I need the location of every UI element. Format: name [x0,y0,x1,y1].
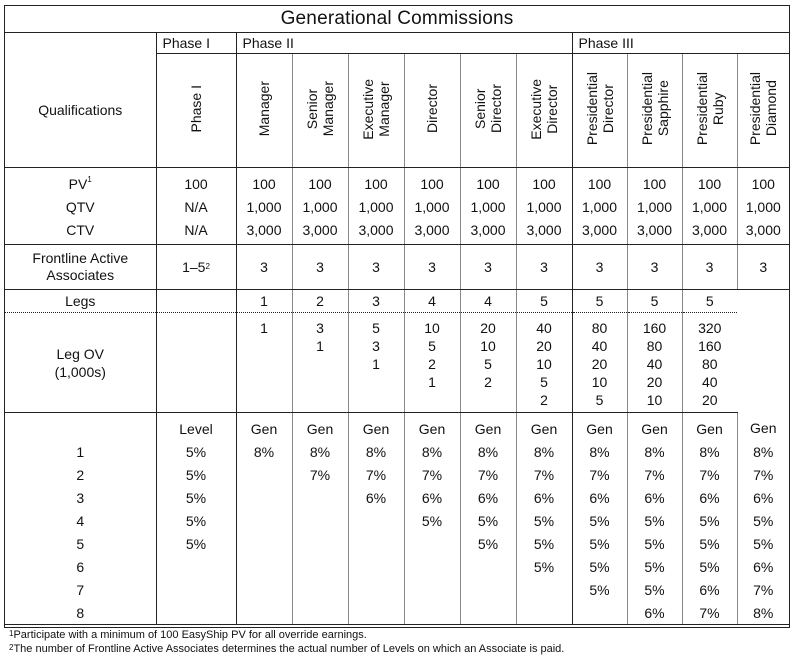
commission-percent: 7% [737,578,789,601]
commission-header: Gen [292,413,348,441]
commission-percent [404,532,460,555]
commission-percent [292,509,348,532]
rank-header-label: Senior Director [472,84,504,134]
commission-table-frame [4,5,790,655]
leg-ov-stack: 80 40 20 10 5 [591,320,608,408]
frontline-value: 3 [682,245,737,290]
metric-value: 1,000 [348,195,404,218]
metric-value: 3,000 [460,218,516,245]
leg-ov-stack: 160 80 40 20 10 [642,320,667,408]
title-row [5,6,789,33]
commission-percent [292,601,348,625]
commission-percent [404,555,460,578]
commission-percent: 5% [627,578,682,601]
frontline-value: 3 [292,245,348,290]
frontline-value: 3 [404,245,460,290]
metric-value: 100 [292,168,348,196]
footnote-1 [9,628,785,642]
commission-percent: 6% [460,486,516,509]
commission-percent [292,532,348,555]
legs-value: 5 [627,290,682,313]
metric-value: 3,000 [737,218,789,245]
metric-label [5,168,156,196]
commission-level-blank [5,413,156,441]
footnote-number: 2 [9,643,14,652]
commission-percent [236,463,292,486]
commission-percent: 5% [572,578,627,601]
commission-percent [236,601,292,625]
metric-value: 100 [516,168,572,196]
commission-percent [404,601,460,625]
commission-header: Gen [236,413,292,441]
commission-percent: 7% [682,601,737,625]
frontline-value: 3 [572,245,627,290]
commission-percent [348,601,404,625]
metric-value: 3,000 [682,218,737,245]
leg-ov-stack: 320 160 80 40 20 [698,320,722,408]
commission-row-8 [5,601,789,625]
commission-row-6 [5,555,789,578]
commission-percent: 8% [236,440,292,463]
leg-ov-stack: 20 10 5 2 [480,320,496,390]
legs-value: 2 [292,290,348,313]
commission-percent: 5% [516,532,572,555]
commission-header-row [5,413,789,441]
commission-percent: 5% [156,532,236,555]
metric-value: 3,000 [404,218,460,245]
rank-header-10 [737,54,789,168]
legs-value: 5 [572,290,627,313]
commission-percent [156,601,236,625]
metric-value: 100 [572,168,627,196]
level-number: 3 [76,489,85,506]
metric-value: 1,000 [516,195,572,218]
metric-row-1 [5,195,789,218]
frontline-value: 3 [460,245,516,290]
rank-header-label: Executive Manager [360,78,392,140]
leg-ov-value [348,313,404,413]
rank-header-3 [348,54,404,168]
rank-header-2 [292,54,348,168]
rank-header-5 [460,54,516,168]
commission-row-7 [5,578,789,601]
metric-value: 100 [460,168,516,196]
commission-percent [404,578,460,601]
commission-percent [348,578,404,601]
rank-header-label: Presidential Ruby [693,72,726,146]
commission-percent [236,555,292,578]
level-number: 5 [76,535,85,552]
commission-row-1 [5,440,789,463]
frontline-value: 3 [627,245,682,290]
metric-value: 1,000 [236,195,292,218]
commission-percent [348,555,404,578]
footnote-text: The number of Frontline Active Associates determines the actual number of Levels on which an Associate is paid. [13,643,565,655]
leg-ov-stack: 1 [260,320,268,336]
commission-percent [156,578,236,601]
commission-header: Gen [460,413,516,441]
commission-percent: 5% [682,532,737,555]
metric-label-text: CTV [66,221,95,238]
commission-percent: 5% [156,440,236,463]
metric-row-2 [5,218,789,245]
metric-value: 1,000 [460,195,516,218]
metric-value: 3,000 [627,218,682,245]
commission-percent [236,486,292,509]
leg-ov-label: Leg OV (1,000s) [5,313,156,413]
footnote-number: 1 [9,629,14,638]
commission-percent: 8% [404,440,460,463]
rank-header-label: Director [424,84,440,134]
commission-percent: 7% [572,463,627,486]
metric-value: 1,000 [404,195,460,218]
commission-percent: 7% [292,463,348,486]
commission-percent: 5% [156,509,236,532]
commission-percent: 5% [156,486,236,509]
frontline-value: 3 [737,245,789,290]
footnote-marker: 2 [205,261,210,271]
leg-ov-value [516,313,572,413]
commission-percent [572,601,627,625]
leg-ov-stack: 3 1 [316,320,324,354]
commission-percent: 5% [627,532,682,555]
leg-ov-value [460,313,516,413]
leg-ov-value [292,313,348,413]
commission-percent: 6% [572,486,627,509]
commission-percent: 7% [404,463,460,486]
legs-value: 4 [404,290,460,313]
leg-ov-value [156,313,236,413]
commission-percent [460,555,516,578]
rank-header-label: Senior Manager [304,81,336,137]
commission-percent: 6% [627,601,682,625]
footnote-marker: 1 [87,174,92,184]
commission-percent: 8% [292,440,348,463]
commission-header: Gen [737,413,789,441]
commission-percent: 8% [737,601,789,625]
level-number: 2 [76,466,85,483]
phase-header-1: Phase I [156,33,236,54]
metric-value: 1,000 [627,195,682,218]
metric-value: 100 [404,168,460,196]
commission-percent: 5% [627,509,682,532]
commission-percent: 5% [737,509,789,532]
metric-label [5,195,156,218]
metric-value: 1,000 [682,195,737,218]
metric-value: 1,000 [737,195,789,218]
legs-label: Legs [5,290,156,313]
commission-percent: 5% [572,555,627,578]
legs-value: 5 [682,290,737,313]
footnote-2 [9,642,785,656]
metric-value: 1,000 [572,195,627,218]
commission-percent [348,532,404,555]
metric-value: 3,000 [292,218,348,245]
commission-percent: 8% [460,440,516,463]
commission-percent: 6% [682,486,737,509]
leg-ov-row [5,313,789,413]
rank-header-label: Presidential Sapphire [638,72,671,146]
frontline-label: Frontline Active Associates [5,245,156,290]
commission-percent: 5% [682,555,737,578]
qualifications-label: Qualifications [5,54,156,168]
frontline-row [5,245,789,290]
commission-percent: 6% [516,486,572,509]
table-title: Generational Commissions [5,6,789,33]
commission-percent: 8% [348,440,404,463]
frontline-phase1-value [156,245,236,290]
level-number: 7 [76,581,85,598]
commission-percent: 6% [737,555,789,578]
rank-header-4 [404,54,460,168]
commission-percent [348,509,404,532]
commission-percent: 7% [737,463,789,486]
commission-percent: 6% [627,486,682,509]
metric-value: 3,000 [236,218,292,245]
metric-value: 100 [236,168,292,196]
commission-percent: 8% [516,440,572,463]
rank-header-6 [516,54,572,168]
legs-value: 1 [236,290,292,313]
commission-percent: 8% [682,440,737,463]
frontline-value: 3 [236,245,292,290]
commission-percent [516,578,572,601]
phase-header-row [5,33,789,54]
commission-percent: 8% [737,440,789,463]
commission-percent: 5% [460,532,516,555]
phase-header-blank [5,33,156,54]
rank-header-8 [627,54,682,168]
commission-header: Gen [682,413,737,441]
level-number: 6 [76,558,85,575]
commission-row-4 [5,509,789,532]
commission-header: Gen [348,413,404,441]
metric-value: 3,000 [516,218,572,245]
phase-header-3: Phase III [572,33,789,54]
rank-header-7 [572,54,627,168]
metric-value: N/A [156,195,236,218]
level-number: 1 [76,443,85,460]
commission-percent [460,601,516,625]
metric-label [5,218,156,245]
legs-value: 5 [516,290,572,313]
metric-label-text: QTV [65,198,95,215]
leg-ov-stack: 5 3 1 [372,320,380,372]
commission-percent: 8% [572,440,627,463]
metric-value: 100 [156,168,236,196]
commission-percent: 7% [348,463,404,486]
level-number: 8 [5,601,156,625]
commission-row-5 [5,532,789,555]
legs-value: 4 [460,290,516,313]
generational-commissions-table [5,6,789,625]
rank-header-label: Presidential Director [583,72,616,146]
leg-ov-value [682,313,737,413]
commission-percent: 7% [627,463,682,486]
phase-header-2: Phase II [236,33,572,54]
commission-header: Gen [404,413,460,441]
rank-header-label: Presidential Diamond [747,72,780,146]
leg-ov-stack: 10 5 2 1 [424,320,440,390]
frontline-value: 3 [516,245,572,290]
leg-ov-value [404,313,460,413]
frontline-phase1-text: 1–5 [182,258,206,275]
commission-percent: 7% [682,463,737,486]
commission-percent: 8% [627,440,682,463]
leg-ov-stack: 40 20 10 5 2 [536,320,552,408]
legs-row [5,290,789,313]
metric-value: 100 [737,168,789,196]
commission-row-3 [5,486,789,509]
leg-ov-value [627,313,682,413]
frontline-value: 3 [348,245,404,290]
legs-value: 3 [348,290,404,313]
commission-row-2 [5,463,789,486]
commission-percent [516,601,572,625]
metric-value: 100 [682,168,737,196]
commission-percent: 5% [682,509,737,532]
commission-percent: 6% [737,486,789,509]
commission-percent: 5% [516,555,572,578]
leg-ov-value [236,313,292,413]
commission-header: Level [156,413,236,441]
metric-value: 1,000 [292,195,348,218]
legs-value [156,290,236,313]
rank-header-0 [156,54,236,168]
commission-percent [236,509,292,532]
commission-header: Gen [627,413,682,441]
commission-percent: 5% [404,509,460,532]
commission-percent: 6% [404,486,460,509]
metric-value: 100 [348,168,404,196]
commission-percent: 5% [737,532,789,555]
footnote-text: Participate with a minimum of 100 EasyShip PV for all override earnings. [13,629,367,641]
commission-percent [292,578,348,601]
commission-percent: 7% [460,463,516,486]
metric-value: 3,000 [572,218,627,245]
commission-header: Gen [572,413,627,441]
commission-percent [236,532,292,555]
footnotes [5,625,789,658]
commission-percent: 5% [516,509,572,532]
commission-percent: 5% [572,532,627,555]
metric-value: N/A [156,218,236,245]
commission-percent: 7% [516,463,572,486]
commission-header: Gen [516,413,572,441]
commission-percent: 5% [156,463,236,486]
metric-value: 100 [627,168,682,196]
leg-ov-value [572,313,627,413]
metric-row-0 [5,168,789,196]
commission-percent [292,555,348,578]
metric-value: 3,000 [348,218,404,245]
commission-percent [156,555,236,578]
rank-header-1 [236,54,292,168]
commission-percent: 5% [460,509,516,532]
commission-percent: 6% [682,578,737,601]
rank-header-row [5,54,789,168]
metric-label-text: PV [68,175,88,192]
commission-percent: 5% [627,555,682,578]
commission-percent: 5% [572,509,627,532]
commission-percent: 6% [348,486,404,509]
rank-header-label: Manager [256,81,272,137]
rank-header-label: Phase I [188,85,204,133]
commission-percent [292,486,348,509]
level-number: 4 [76,512,85,529]
commission-percent [236,578,292,601]
commission-percent [460,578,516,601]
rank-header-9 [682,54,737,168]
rank-header-label: Executive Director [528,78,560,140]
